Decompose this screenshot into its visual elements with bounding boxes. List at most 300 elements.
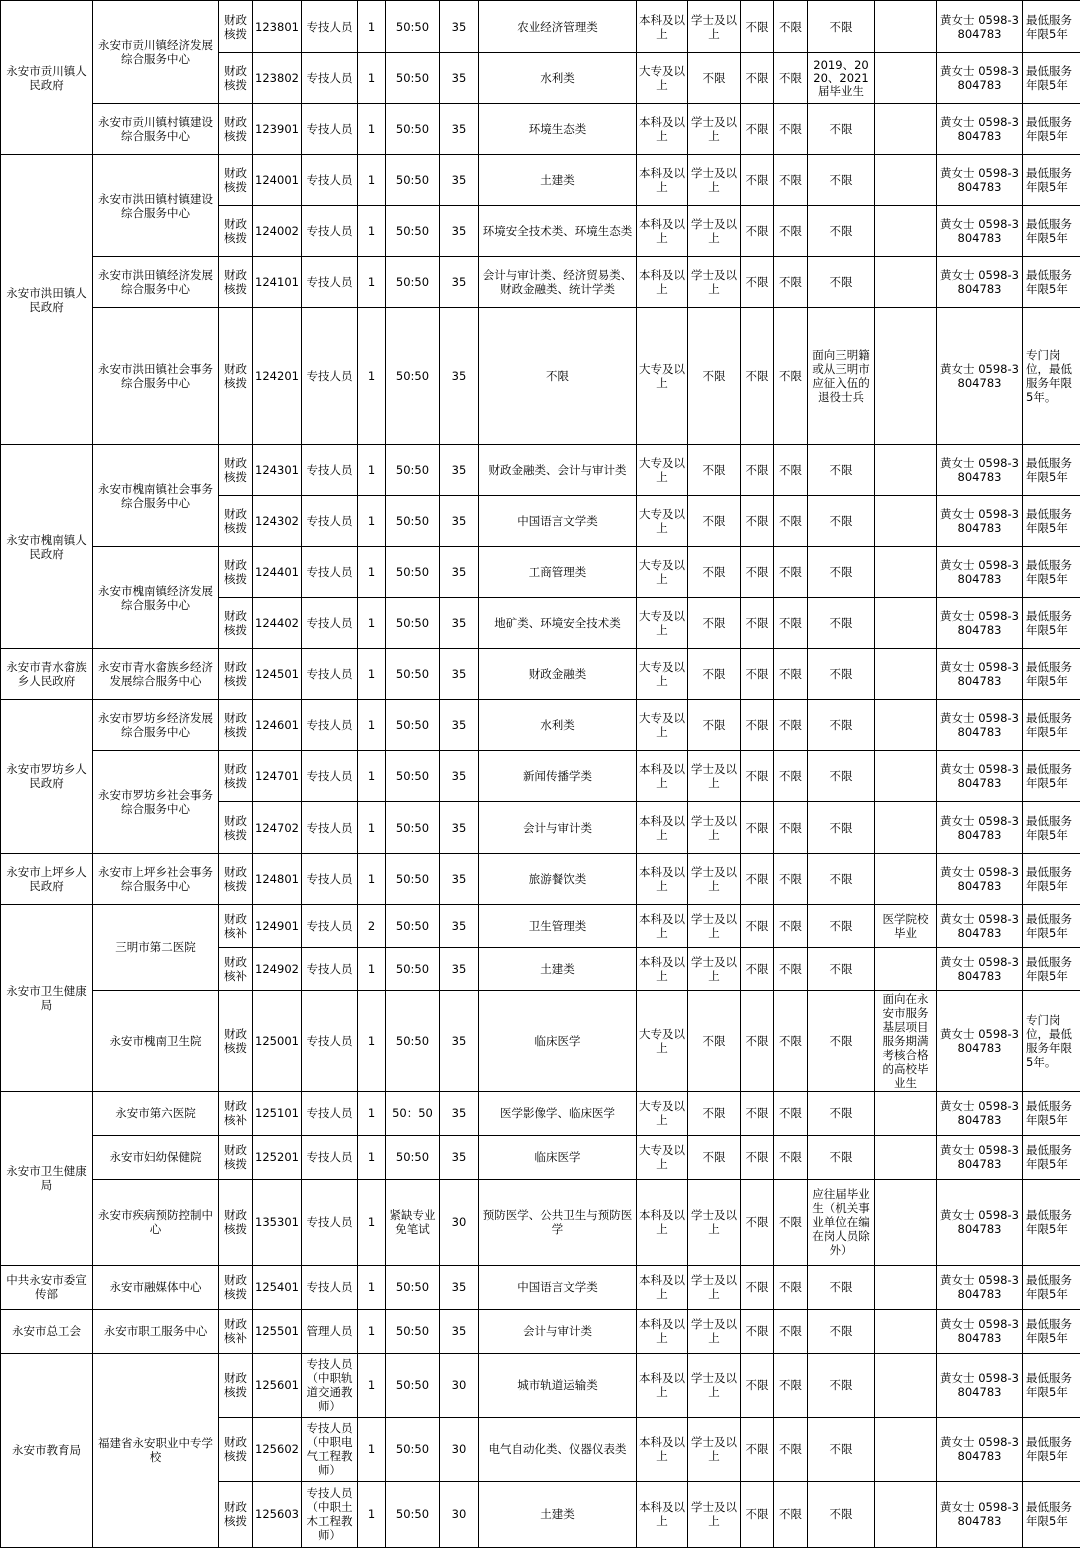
table-cell: 永安市职工服务中心 — [93, 1309, 219, 1353]
table-cell: 最低服务年限5年 — [1023, 598, 1080, 649]
table-cell: 黄女士 0598-3804783 — [937, 445, 1023, 496]
table-cell: 黄女士 0598-3804783 — [937, 1265, 1023, 1309]
table-cell: 125601 — [253, 1353, 302, 1417]
table-cell: 不限 — [741, 947, 774, 990]
table-cell: 专技人员 — [302, 206, 358, 257]
table-cell: 土建类 — [479, 1481, 637, 1547]
table-cell: 最低服务年限5年 — [1023, 1417, 1080, 1481]
table-cell: 永安市卫生健康局 — [1, 904, 93, 1091]
table-cell: 财政核拨 — [219, 1353, 253, 1417]
table-cell: 永安市贡川镇村镇建设综合服务中心 — [93, 104, 219, 155]
table-cell: 35 — [440, 104, 479, 155]
table-cell: 不限 — [774, 1417, 808, 1481]
table-cell: 最低服务年限5年 — [1023, 947, 1080, 990]
table-cell: 本科及以上 — [637, 1309, 688, 1353]
table-cell: 35 — [440, 598, 479, 649]
table-cell: 不限 — [808, 104, 875, 155]
table-cell: 学士及以上 — [688, 751, 741, 802]
table-cell: 124702 — [253, 802, 302, 853]
table-cell: 1 — [358, 1091, 386, 1135]
table-cell: 黄女士 0598-3804783 — [937, 257, 1023, 308]
table-cell: 永安市总工会 — [1, 1309, 93, 1353]
table-cell: 1 — [358, 700, 386, 751]
table-cell: 124701 — [253, 751, 302, 802]
table-cell — [875, 496, 937, 547]
table-cell: 1 — [358, 853, 386, 904]
table-cell: 不限 — [741, 598, 774, 649]
table-cell: 大专及以上 — [637, 53, 688, 104]
table-cell: 不限 — [688, 445, 741, 496]
table-cell: 50:50 — [386, 853, 440, 904]
table-cell: 124002 — [253, 206, 302, 257]
table-cell — [875, 308, 937, 445]
table-cell: 2 — [358, 904, 386, 947]
table-cell: 50:50 — [386, 1309, 440, 1353]
table-cell: 财政金融类 — [479, 649, 637, 700]
table-cell: 35 — [440, 802, 479, 853]
table-cell: 不限 — [688, 496, 741, 547]
table-cell: 最低服务年限5年 — [1023, 206, 1080, 257]
table-cell: 50:50 — [386, 904, 440, 947]
table-cell: 专技人员 — [302, 598, 358, 649]
table-cell: 财政核拨 — [219, 155, 253, 206]
table-cell: 124402 — [253, 598, 302, 649]
table-cell — [875, 206, 937, 257]
table-cell: 1 — [358, 496, 386, 547]
table-row — [1, 853, 1080, 904]
table-cell: 30 — [440, 1353, 479, 1417]
table-cell: 学士及以上 — [688, 802, 741, 853]
table-cell: 福建省永安职业中专学校 — [93, 1353, 219, 1547]
table-cell: 水利类 — [479, 700, 637, 751]
table-cell: 不限 — [808, 496, 875, 547]
table-cell: 不限 — [808, 1135, 875, 1179]
table-cell — [875, 445, 937, 496]
table-cell: 不限 — [741, 53, 774, 104]
table-cell: 不限 — [808, 904, 875, 947]
table-cell: 1 — [358, 1135, 386, 1179]
table-cell: 专技人员（中职轨道交通教师） — [302, 1353, 358, 1417]
table-cell: 1 — [358, 1179, 386, 1265]
table-cell: 125001 — [253, 990, 302, 1091]
table-cell: 专技人员 — [302, 547, 358, 598]
table-cell: 不限 — [688, 547, 741, 598]
table-cell: 不限 — [808, 751, 875, 802]
table-cell: 财政金融类、会计与审计类 — [479, 445, 637, 496]
table-cell: 最低服务年限5年 — [1023, 257, 1080, 308]
table-cell: 医学院校毕业 — [875, 904, 937, 947]
table-cell: 50:50 — [386, 1, 440, 53]
table-cell: 永安市青水畲族乡人民政府 — [1, 649, 93, 700]
table-cell: 不限 — [688, 700, 741, 751]
table-cell: 不限 — [741, 1091, 774, 1135]
table-cell: 面向三明籍或从三明市应征入伍的退役士兵 — [808, 308, 875, 445]
table-cell: 财政核拨 — [219, 257, 253, 308]
table-cell: 不限 — [774, 257, 808, 308]
table-cell: 黄女士 0598-3804783 — [937, 1, 1023, 53]
table-cell: 大专及以上 — [637, 547, 688, 598]
table-cell: 专技人员 — [302, 649, 358, 700]
table-cell: 不限 — [741, 104, 774, 155]
table-cell: 最低服务年限5年 — [1023, 445, 1080, 496]
table-cell: 黄女士 0598-3804783 — [937, 104, 1023, 155]
table-cell: 黄女士 0598-3804783 — [937, 802, 1023, 853]
table-cell: 应往届毕业生（机关事业单位在编在岗人员除外） — [808, 1179, 875, 1265]
table-cell: 本科及以上 — [637, 853, 688, 904]
table-cell: 财政核拨 — [219, 445, 253, 496]
table-cell: 不限 — [774, 853, 808, 904]
table-cell: 永安市槐南镇经济发展综合服务中心 — [93, 547, 219, 649]
table-cell — [875, 547, 937, 598]
table-cell: 永安市洪田镇社会事务综合服务中心 — [93, 308, 219, 445]
table-cell: 卫生管理类 — [479, 904, 637, 947]
table-cell: 永安市槐南卫生院 — [93, 990, 219, 1091]
table-cell: 财政核补 — [219, 904, 253, 947]
table-cell: 专门岗位，最低服务年限5年。 — [1023, 990, 1080, 1091]
table-cell: 最低服务年限5年 — [1023, 1135, 1080, 1179]
table-cell: 35 — [440, 206, 479, 257]
table-cell: 财政核补 — [219, 1309, 253, 1353]
table-cell: 临床医学 — [479, 990, 637, 1091]
table-cell: 本科及以上 — [637, 1179, 688, 1265]
table-cell: 本科及以上 — [637, 257, 688, 308]
table-cell: 不限 — [688, 53, 741, 104]
table-cell: 最低服务年限5年 — [1023, 1179, 1080, 1265]
table-cell: 本科及以上 — [637, 1, 688, 53]
table-cell: 135301 — [253, 1179, 302, 1265]
table-row — [1, 649, 1080, 700]
table-cell: 不限 — [774, 598, 808, 649]
table-cell: 本科及以上 — [637, 155, 688, 206]
table-cell: 黄女士 0598-3804783 — [937, 598, 1023, 649]
table-cell: 学士及以上 — [688, 1417, 741, 1481]
table-cell: 30 — [440, 1417, 479, 1481]
table-cell: 学士及以上 — [688, 1309, 741, 1353]
table-cell: 不限 — [808, 1091, 875, 1135]
table-cell: 不限 — [808, 649, 875, 700]
table-cell: 永安市贡川镇人民政府 — [1, 1, 93, 155]
table-cell: 124001 — [253, 155, 302, 206]
table-cell: 35 — [440, 1135, 479, 1179]
table-row — [1, 1353, 1080, 1417]
table-cell: 学士及以上 — [688, 104, 741, 155]
table-cell: 50:50 — [386, 1135, 440, 1179]
table-row — [1, 308, 1080, 445]
table-cell: 学士及以上 — [688, 853, 741, 904]
table-cell: 大专及以上 — [637, 1135, 688, 1179]
table-cell: 不限 — [741, 904, 774, 947]
table-cell: 50：50 — [386, 1091, 440, 1135]
table-cell: 专技人员 — [302, 947, 358, 990]
table-row — [1, 1091, 1080, 1135]
table-cell: 35 — [440, 1265, 479, 1309]
table-cell: 最低服务年限5年 — [1023, 155, 1080, 206]
table-cell — [875, 1353, 937, 1417]
table-cell: 50:50 — [386, 53, 440, 104]
table-cell: 黄女士 0598-3804783 — [937, 1353, 1023, 1417]
table-cell: 永安市罗坊乡经济发展综合服务中心 — [93, 700, 219, 751]
table-cell: 专技人员（中职电气工程教师） — [302, 1417, 358, 1481]
table-cell: 1 — [358, 1481, 386, 1547]
table-cell: 本科及以上 — [637, 1265, 688, 1309]
table-cell: 不限 — [741, 990, 774, 1091]
table-cell: 不限 — [808, 1353, 875, 1417]
table-cell: 最低服务年限5年 — [1023, 53, 1080, 104]
table-cell: 本科及以上 — [637, 751, 688, 802]
table-cell: 124101 — [253, 257, 302, 308]
table-cell: 财政核拨 — [219, 700, 253, 751]
table-cell: 预防医学、公共卫生与预防医学 — [479, 1179, 637, 1265]
table-cell: 不限 — [774, 496, 808, 547]
table-cell: 不限 — [688, 649, 741, 700]
table-cell: 学士及以上 — [688, 947, 741, 990]
table-cell: 124301 — [253, 445, 302, 496]
table-cell: 35 — [440, 751, 479, 802]
table-cell: 学士及以上 — [688, 904, 741, 947]
table-cell: 财政核拨 — [219, 990, 253, 1091]
table-cell: 黄女士 0598-3804783 — [937, 496, 1023, 547]
table-cell — [875, 1179, 937, 1265]
table-cell: 不限 — [688, 1135, 741, 1179]
table-cell: 财政核拨 — [219, 53, 253, 104]
table-row — [1, 257, 1080, 308]
table-cell: 专技人员 — [302, 1265, 358, 1309]
table-cell: 永安市槐南镇社会事务综合服务中心 — [93, 445, 219, 547]
table-cell: 财政核拨 — [219, 751, 253, 802]
table-cell: 最低服务年限5年 — [1023, 104, 1080, 155]
table-cell: 1 — [358, 1309, 386, 1353]
table-cell: 财政核拨 — [219, 1265, 253, 1309]
table-cell: 最低服务年限5年 — [1023, 1265, 1080, 1309]
table-cell: 黄女士 0598-3804783 — [937, 904, 1023, 947]
table-cell: 不限 — [741, 1353, 774, 1417]
table-cell: 会计与审计类 — [479, 802, 637, 853]
table-cell: 黄女士 0598-3804783 — [937, 947, 1023, 990]
table-cell: 35 — [440, 496, 479, 547]
table-cell: 124201 — [253, 308, 302, 445]
table-cell: 土建类 — [479, 947, 637, 990]
table-cell: 1 — [358, 990, 386, 1091]
table-cell: 35 — [440, 53, 479, 104]
table-cell: 不限 — [808, 445, 875, 496]
table-cell: 黄女士 0598-3804783 — [937, 853, 1023, 904]
table-cell: 大专及以上 — [637, 649, 688, 700]
table-cell: 不限 — [741, 547, 774, 598]
table-cell: 不限 — [808, 947, 875, 990]
table-cell: 不限 — [774, 802, 808, 853]
table-cell: 黄女士 0598-3804783 — [937, 700, 1023, 751]
table-cell: 最低服务年限5年 — [1023, 802, 1080, 853]
table-cell: 学士及以上 — [688, 1179, 741, 1265]
table-cell: 本科及以上 — [637, 1481, 688, 1547]
table-cell: 会计与审计类 — [479, 1309, 637, 1353]
table-cell: 黄女士 0598-3804783 — [937, 206, 1023, 257]
table-cell: 不限 — [774, 1265, 808, 1309]
table-cell: 黄女士 0598-3804783 — [937, 1135, 1023, 1179]
table-cell: 大专及以上 — [637, 700, 688, 751]
table-row — [1, 1135, 1080, 1179]
table-cell: 学士及以上 — [688, 1481, 741, 1547]
table-cell: 不限 — [774, 155, 808, 206]
table-cell: 财政核补 — [219, 1091, 253, 1135]
table-cell: 50:50 — [386, 445, 440, 496]
table-cell: 1 — [358, 947, 386, 990]
table-cell: 不限 — [741, 155, 774, 206]
table-cell: 不限 — [741, 700, 774, 751]
table-cell: 专技人员 — [302, 751, 358, 802]
table-cell: 面向在永安市服务基层项目服务期满考核合格的高校毕业生 — [875, 990, 937, 1091]
table-cell: 黄女士 0598-3804783 — [937, 751, 1023, 802]
table-cell: 1 — [358, 1, 386, 53]
table-cell: 学士及以上 — [688, 1265, 741, 1309]
table-cell: 黄女士 0598-3804783 — [937, 308, 1023, 445]
table-cell: 永安市妇幼保健院 — [93, 1135, 219, 1179]
table-cell: 城市轨道运输类 — [479, 1353, 637, 1417]
table-cell: 不限 — [808, 990, 875, 1091]
table-cell: 财政核拨 — [219, 1135, 253, 1179]
table-cell: 学士及以上 — [688, 206, 741, 257]
table-cell: 临床医学 — [479, 1135, 637, 1179]
table-cell: 最低服务年限5年 — [1023, 547, 1080, 598]
table-cell: 永安市青水畲族乡经济发展综合服务中心 — [93, 649, 219, 700]
table-cell — [875, 1265, 937, 1309]
table-cell: 不限 — [741, 1, 774, 53]
table-cell — [875, 1309, 937, 1353]
table-body — [1, 1, 1080, 1548]
table-cell: 123801 — [253, 1, 302, 53]
table-cell: 50:50 — [386, 751, 440, 802]
table-cell: 不限 — [774, 751, 808, 802]
table-cell: 最低服务年限5年 — [1023, 1091, 1080, 1135]
table-cell: 35 — [440, 904, 479, 947]
table-cell: 永安市卫生健康局 — [1, 1091, 93, 1265]
table-cell: 最低服务年限5年 — [1023, 904, 1080, 947]
table-cell — [875, 1481, 937, 1547]
table-cell: 124501 — [253, 649, 302, 700]
table-cell: 124902 — [253, 947, 302, 990]
table-cell: 35 — [440, 308, 479, 445]
table-cell: 永安市贡川镇经济发展综合服务中心 — [93, 1, 219, 104]
table-cell: 最低服务年限5年 — [1023, 853, 1080, 904]
table-cell: 125603 — [253, 1481, 302, 1547]
table-cell: 不限 — [774, 53, 808, 104]
table-cell: 大专及以上 — [637, 496, 688, 547]
table-cell: 永安市第六医院 — [93, 1091, 219, 1135]
table-cell: 不限 — [774, 1353, 808, 1417]
table-cell: 50:50 — [386, 649, 440, 700]
table-cell: 1 — [358, 598, 386, 649]
table-cell: 不限 — [774, 1179, 808, 1265]
table-cell: 专技人员（中职土木工程教师） — [302, 1481, 358, 1547]
table-cell — [875, 700, 937, 751]
table-cell: 不限 — [808, 1481, 875, 1547]
table-cell: 50:50 — [386, 496, 440, 547]
table-cell: 本科及以上 — [637, 947, 688, 990]
table-row — [1, 1, 1080, 53]
table-cell: 财政核拨 — [219, 1, 253, 53]
table-cell: 大专及以上 — [637, 598, 688, 649]
table-cell: 不限 — [808, 547, 875, 598]
table-row — [1, 104, 1080, 155]
table-cell: 不限 — [741, 1265, 774, 1309]
table-cell — [875, 751, 937, 802]
table-cell: 1 — [358, 751, 386, 802]
table-row — [1, 751, 1080, 802]
table-cell: 学士及以上 — [688, 1353, 741, 1417]
table-row — [1, 1309, 1080, 1353]
table-cell: 会计与审计类、经济贸易类、财政金融类、统计学类 — [479, 257, 637, 308]
table-cell — [875, 853, 937, 904]
table-cell: 30 — [440, 1179, 479, 1265]
table-cell: 黄女士 0598-3804783 — [937, 1179, 1023, 1265]
table-cell: 50:50 — [386, 206, 440, 257]
table-cell: 50:50 — [386, 1417, 440, 1481]
table-cell: 环境生态类 — [479, 104, 637, 155]
table-cell: 不限 — [808, 1, 875, 53]
table-cell: 工商管理类 — [479, 547, 637, 598]
table-cell: 本科及以上 — [637, 1353, 688, 1417]
table-cell — [875, 1135, 937, 1179]
table-cell: 125201 — [253, 1135, 302, 1179]
table-cell: 不限 — [688, 598, 741, 649]
table-cell: 124401 — [253, 547, 302, 598]
table-cell: 永安市上坪乡社会事务综合服务中心 — [93, 853, 219, 904]
table-cell: 永安市融媒体中心 — [93, 1265, 219, 1309]
table-cell: 学士及以上 — [688, 155, 741, 206]
table-cell: 124801 — [253, 853, 302, 904]
table-cell — [875, 53, 937, 104]
table-cell: 不限 — [774, 104, 808, 155]
table-cell: 中国语言文学类 — [479, 1265, 637, 1309]
table-cell: 50:50 — [386, 1265, 440, 1309]
table-row — [1, 1265, 1080, 1309]
table-cell: 专技人员 — [302, 496, 358, 547]
table-cell: 35 — [440, 1309, 479, 1353]
table-cell: 不限 — [688, 308, 741, 445]
table-cell: 不限 — [479, 308, 637, 445]
table-cell: 不限 — [741, 206, 774, 257]
table-cell: 1 — [358, 1417, 386, 1481]
table-cell: 50:50 — [386, 802, 440, 853]
table-cell: 不限 — [808, 257, 875, 308]
table-cell: 125602 — [253, 1417, 302, 1481]
table-cell: 永安市教育局 — [1, 1353, 93, 1547]
table-cell: 本科及以上 — [637, 904, 688, 947]
table-cell: 财政核拨 — [219, 547, 253, 598]
table-cell: 财政核拨 — [219, 308, 253, 445]
table-cell: 财政核拨 — [219, 104, 253, 155]
table-cell: 1 — [358, 53, 386, 104]
table-cell: 不限 — [808, 155, 875, 206]
table-cell: 35 — [440, 257, 479, 308]
table-cell: 财政核拨 — [219, 802, 253, 853]
table-cell: 50:50 — [386, 700, 440, 751]
table-cell: 不限 — [741, 445, 774, 496]
table-cell: 管理人员 — [302, 1309, 358, 1353]
table-cell: 大专及以上 — [637, 308, 688, 445]
table-cell: 专技人员 — [302, 802, 358, 853]
table-cell: 永安市槐南镇人民政府 — [1, 445, 93, 649]
table-cell: 不限 — [774, 1, 808, 53]
table-cell: 永安市洪田镇人民政府 — [1, 155, 93, 445]
table-cell: 最低服务年限5年 — [1023, 1, 1080, 53]
table-cell: 50:50 — [386, 598, 440, 649]
table-cell: 专技人员 — [302, 1135, 358, 1179]
table-cell: 最低服务年限5年 — [1023, 1309, 1080, 1353]
table-cell: 财政核拨 — [219, 598, 253, 649]
table-cell: 50:50 — [386, 155, 440, 206]
table-cell: 1 — [358, 104, 386, 155]
